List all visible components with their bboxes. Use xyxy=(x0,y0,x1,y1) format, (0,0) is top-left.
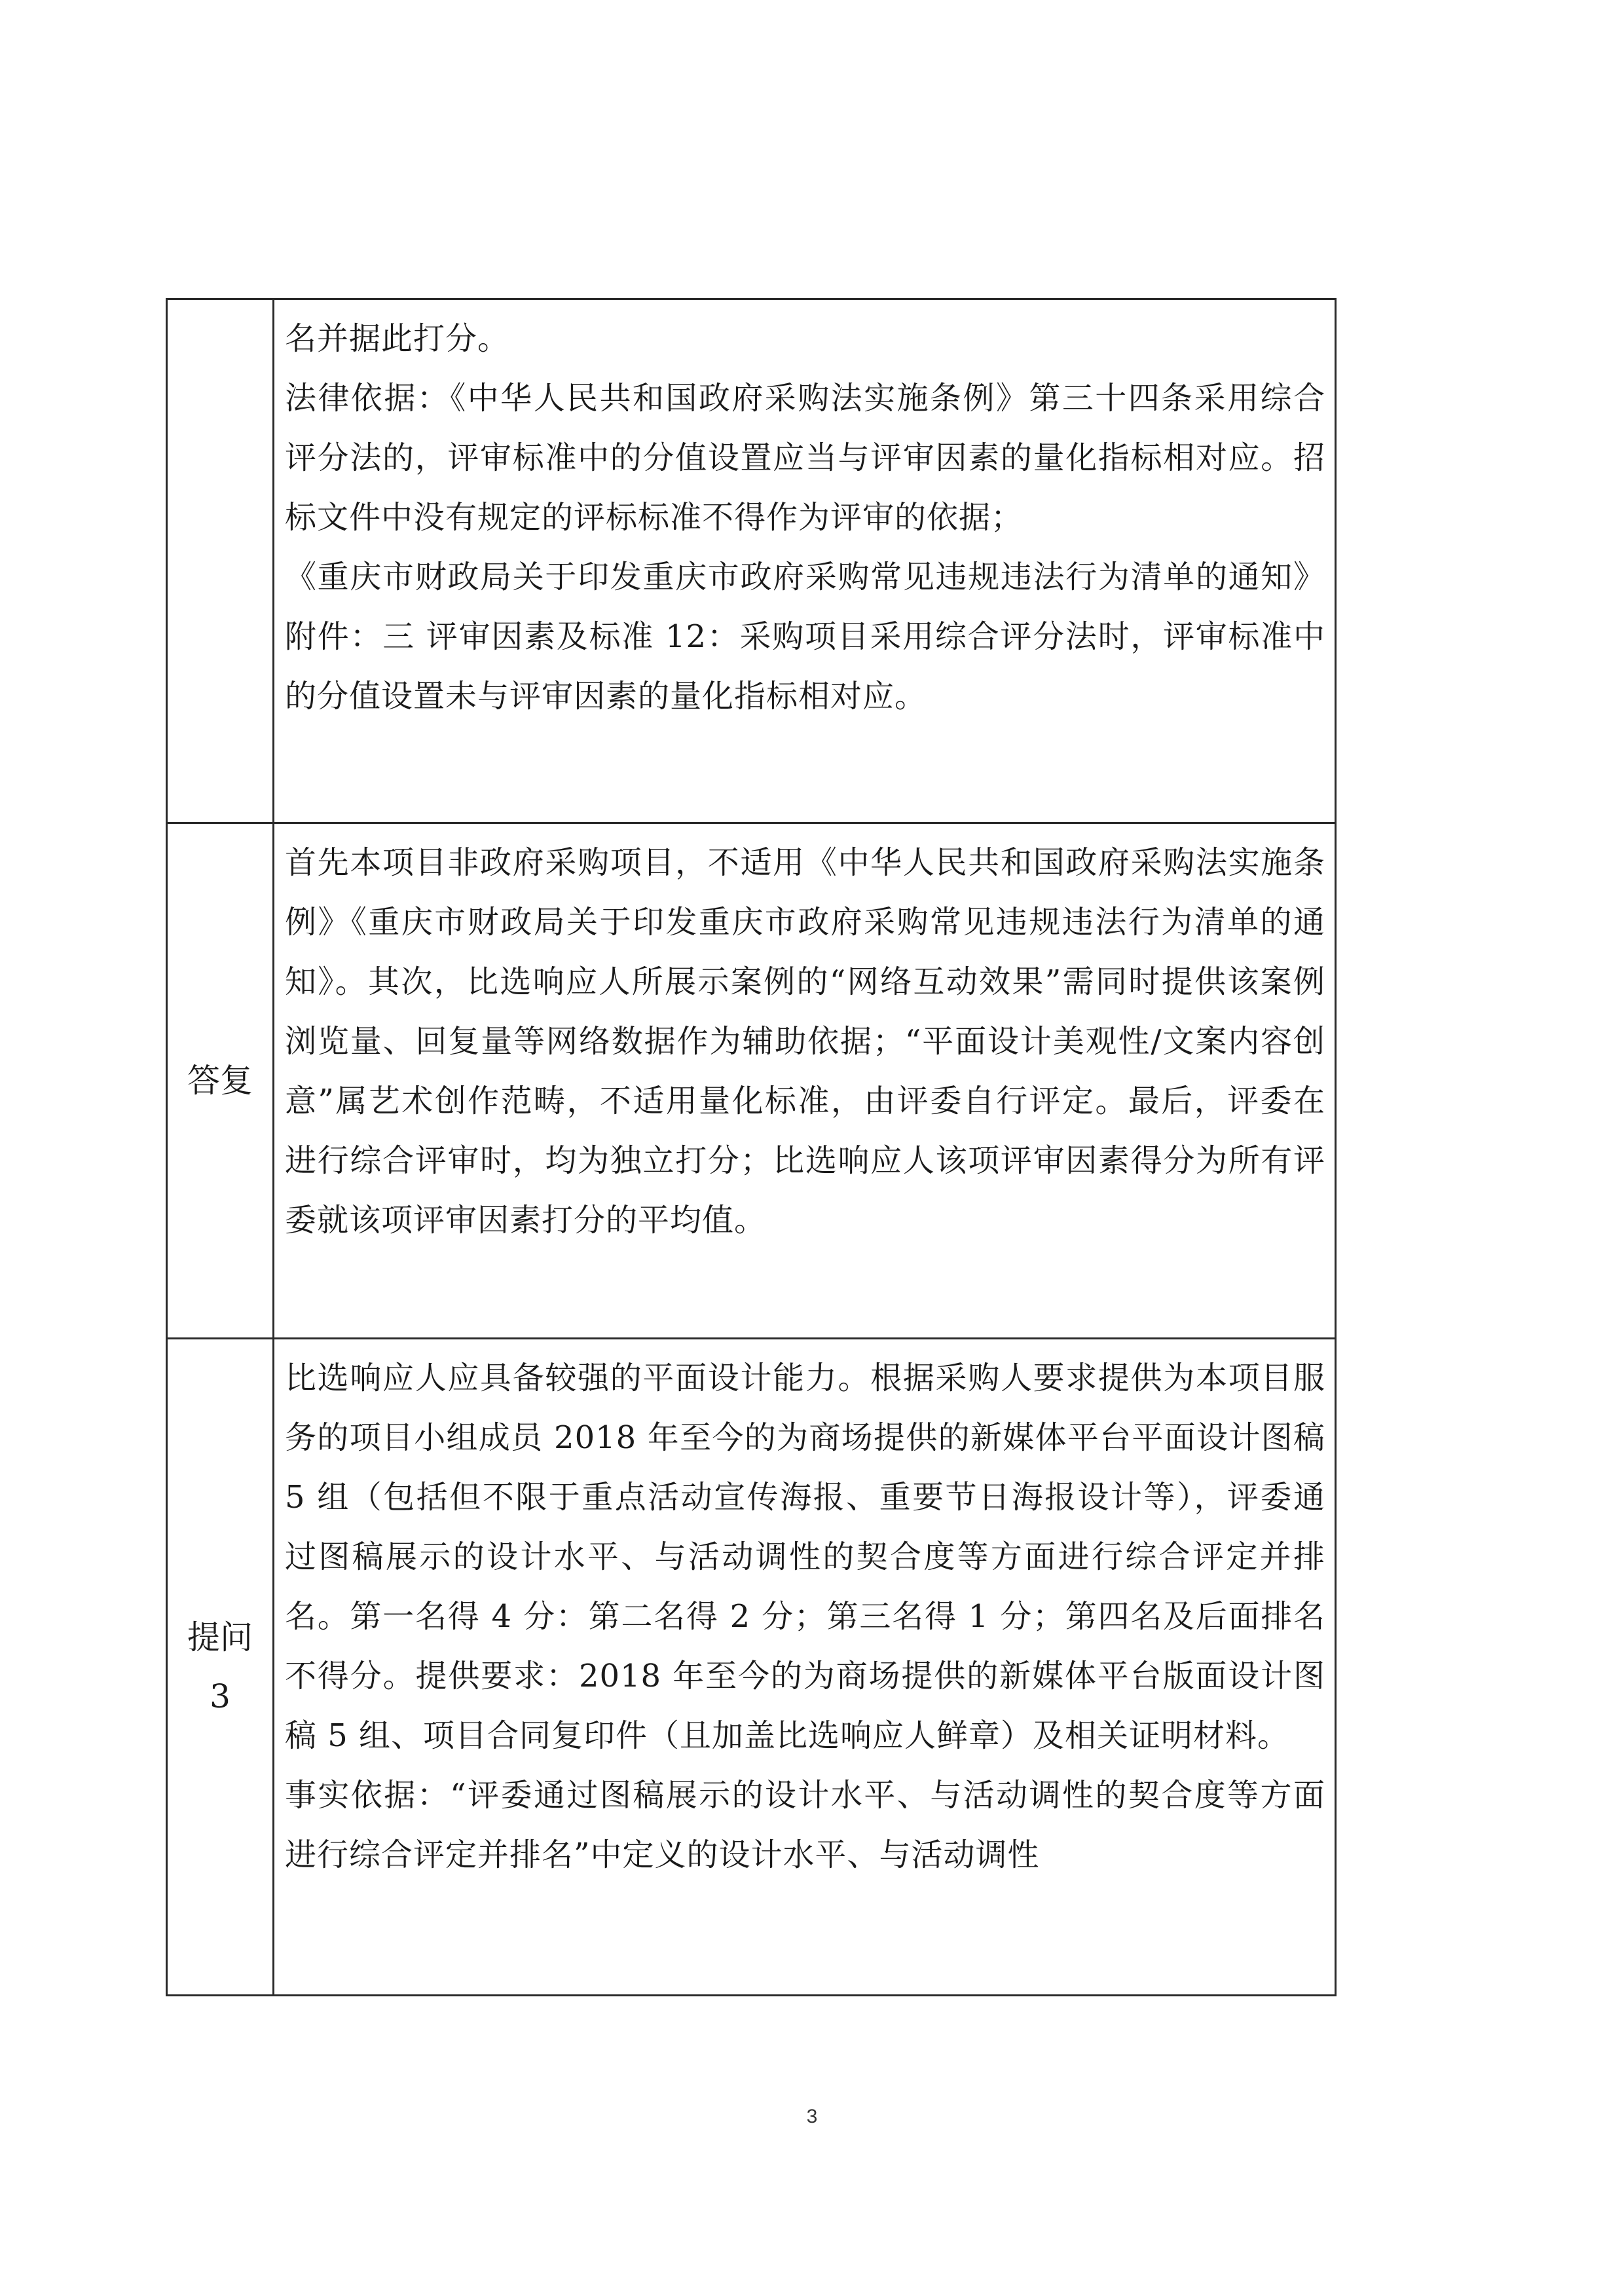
complaint-reply-table xyxy=(166,298,1337,1996)
row-label: 提问 xyxy=(187,1618,253,1656)
row-content-cell xyxy=(274,299,1336,823)
row-content-cell xyxy=(274,823,1336,1339)
paragraph: 《重庆市财政局关于印发重庆市政府采购常见违规违法行为清单的通知》附件：三 评审因素及标准 12：采购项目采用综合评分法时，评审标准中的分值设置未与评审因素的量化指标相对应。 xyxy=(285,559,1325,715)
page-number: 3 xyxy=(806,2106,818,2127)
table-row xyxy=(167,1339,1336,1996)
row-label-number: 3 xyxy=(210,1677,231,1715)
row-label-cell xyxy=(167,823,274,1339)
row-label-cell xyxy=(167,1339,274,1996)
paragraph: 名并据此打分。 xyxy=(285,320,510,357)
row-label: 答复 xyxy=(187,1062,253,1100)
paragraph: 法律依据：《中华人民共和国政府采购法实施条例》第三十四条采用综合评分法的，评审标准中的分值设置应当与评审因素的量化指标相对应。招标文件中没有规定的评标标准不得作为评审的依据； xyxy=(285,380,1325,536)
row-content-cell xyxy=(274,1339,1336,1996)
paragraph: 事实依据：“评委通过图稿展示的设计水平、与活动调性的契合度等方面进行综合评定并排名”中定义的设计水平、与活动调性 xyxy=(285,1777,1325,1873)
table-row xyxy=(167,299,1336,823)
row-label-cell xyxy=(167,299,274,823)
paragraph: 首先本项目非政府采购项目，不适用《中华人民共和国政府采购法实施条例》《重庆市财政局关于印发重庆市政府采购常见违规违法行为清单的通知》。其次，比选响应人所展示案例的“网络互动效果”需同时提供该案例浏览量、回复量等网络数据作为辅助依据；“平面设计美观性/文案内容创意”属艺术创作范畴，不适用量化标准，由评委自行评定。最后，评委在进行综合评审时，均为独立打分；比选响应人该项评审因素得分为所有评委就该项评审因素打分的平均值。 xyxy=(285,844,1325,1239)
table-row xyxy=(167,823,1336,1339)
paragraph: 比选响应人应具备较强的平面设计能力。根据采购人要求提供为本项目服务的项目小组成员 2018 年至今的为商场提供的新媒体平台平面设计图稿 5 组（包括但不限于重点活动宣传海报、重要节日海报设计等），评委通过图稿展示的设计水平、与活动调性的契合度等方面进行综合评定并排名。第一名得 4 分：第二名得 2 分；第三名得 1 分；第四名及后面排名不得分。提供要求：2018 年至今的为商场提供的新媒体平台版面设计图稿 5 组、项目合同复印件（且加盖比选响应人鲜章）及相关证明材料。 xyxy=(285,1360,1325,1754)
